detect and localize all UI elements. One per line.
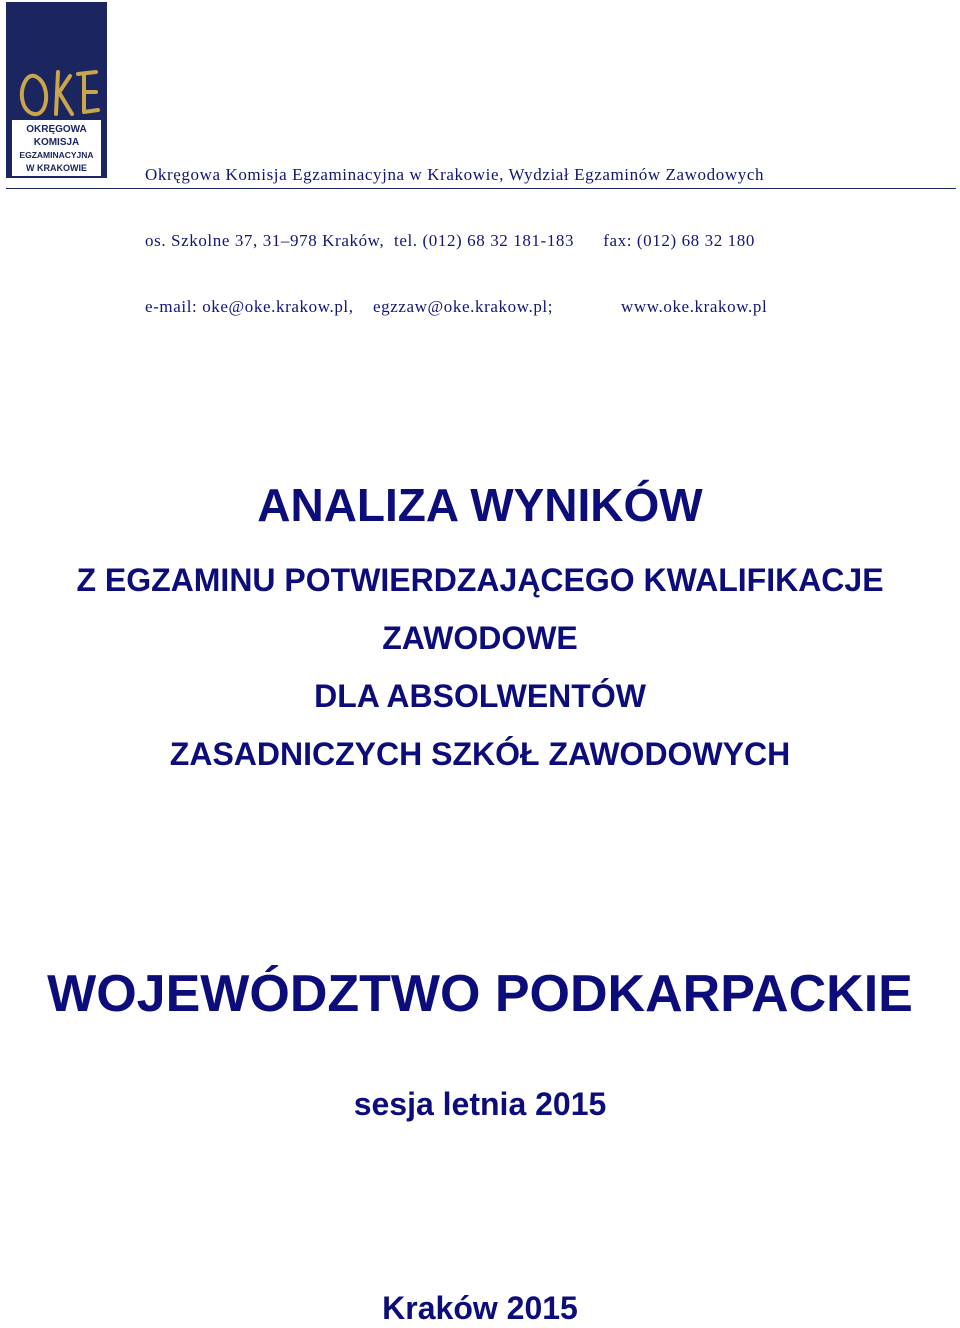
header-line-institution: Okręgowa Komisja Egzaminacyjna w Krakowie, Wydział Egzaminów Zawodowych [145, 165, 765, 184]
logo-line-1: OKRĘGOWA [26, 124, 87, 135]
logo-line-2: KOMISJA [33, 137, 80, 148]
session-label: sesja letnia 2015 [353, 1086, 607, 1122]
header-divider [6, 188, 956, 189]
document-subtitle-line-4: ZASADNICZYCH SZKÓŁ ZAWODOWYCH [169, 736, 791, 772]
footer-place-year: Kraków 2015 [382, 1290, 578, 1326]
logo-line-4: W KRAKOWIE [26, 163, 87, 173]
document-subtitle-line-1: Z EGZAMINU POTWIERDZAJĄCEGO KWALIFIKACJE [76, 562, 884, 598]
header-line-contact: e-mail: oke@oke.krakow.pl, egzzaw@oke.krakow.pl; www.oke.krakow.pl [145, 297, 768, 316]
logo-line-3: EGZAMINACYJNA [19, 150, 94, 160]
institution-header [145, 120, 767, 340]
document-title: ANALIZA WYNIKÓW [257, 479, 703, 531]
document-subtitle-line-3: DLA ABSOLWENTÓW [314, 678, 646, 714]
oke-logo [6, 2, 107, 178]
document-subtitle-line-2: ZAWODOWE [382, 620, 578, 656]
header-line-address: os. Szkolne 37, 31–978 Kraków, tel. (012) 68 32 181-183 fax: (012) 68 32 180 [145, 231, 755, 250]
region-title: WOJEWÓDZTWO PODKARPACKIE [47, 965, 913, 1023]
oke-logo-graphic [6, 2, 107, 178]
